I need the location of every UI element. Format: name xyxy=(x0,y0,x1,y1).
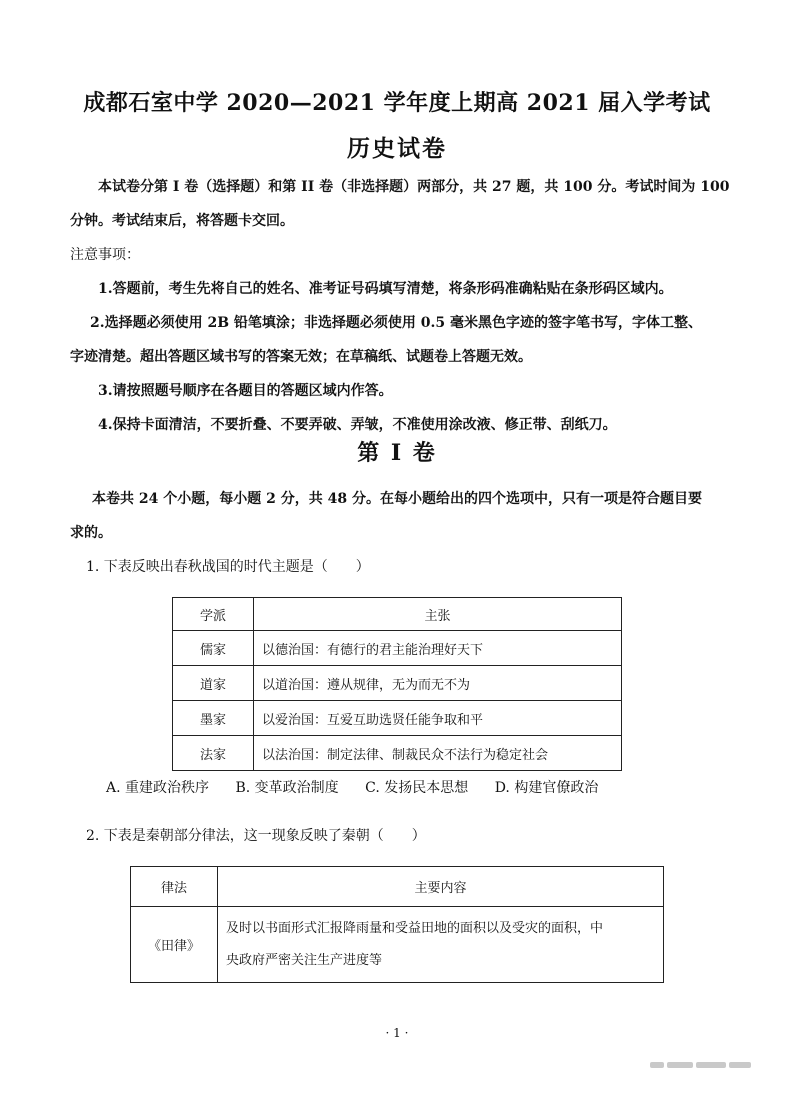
note-3: 3.请按照题号顺序在各题目的答题区域内作答。 xyxy=(98,383,393,399)
q2-header-law: 律法 xyxy=(131,867,218,907)
table-row xyxy=(173,701,622,736)
intro-line-1: 本试卷分第 I 卷（选择题）和第 II 卷（非选择题）两部分，共 27 题，共 100 分。考试时间为 100 xyxy=(98,179,730,195)
q1-option-d[interactable]: D. 构建官僚政治 xyxy=(494,780,599,796)
note-2a: 2.选择题必须使用 2B 铅笔填涂；非选择题必须使用 0.5 毫米黑色字迹的签字笔书写，字体工整、 xyxy=(90,315,703,331)
q2-table xyxy=(130,866,664,983)
exam-subtitle: 历史试卷 xyxy=(347,135,447,162)
q1-option-a[interactable]: A. 重建政治秩序 xyxy=(106,780,210,796)
section-desc-1: 本卷共 24 个小题，每小题 2 分，共 48 分。在每小题给出的四个选项中，只有一项是符合题目要 xyxy=(92,491,702,507)
exam-title: 成都石室中学 2020—2021 学年度上期高 2021 届入学考试 xyxy=(83,90,711,116)
note-2b: 字迹清楚。超出答题区域书写的答案无效；在草稿纸、试题卷上答题无效。 xyxy=(70,349,532,365)
q1-header-claim: 主张 xyxy=(254,598,622,631)
intro-line-2: 分钟。考试结束后，将答题卡交回。 xyxy=(70,213,294,229)
q1-table xyxy=(172,597,622,771)
q1-school: 墨家 xyxy=(173,701,254,736)
q1-option-c[interactable]: C. 发扬民本思想 xyxy=(365,780,469,796)
q1-claim: 以法治国：制定法律、制裁民众不法行为稳定社会 xyxy=(254,736,622,771)
note-1: 1.答题前，考生先将自己的姓名、准考证号码填写清楚，将条形码准确粘贴在条形码区域内。 xyxy=(98,281,673,297)
q1-claim: 以德治国：有德行的君主能治理好天下 xyxy=(254,631,622,666)
page-number: · 1 · xyxy=(385,1026,409,1040)
table-row xyxy=(131,907,664,983)
q2-law-content xyxy=(218,907,664,983)
note-4: 4.保持卡面清洁，不要折叠、不要弄破、弄皱，不准使用涂改液、修正带、刮纸刀。 xyxy=(98,417,617,433)
section-title: 第 I 卷 xyxy=(357,440,437,466)
q1-school: 道家 xyxy=(173,666,254,701)
section-desc-2: 求的。 xyxy=(70,525,112,541)
q1-header-school: 学派 xyxy=(173,598,254,631)
q1-stem: 1. 下表反映出春秋战国的时代主题是（ ） xyxy=(86,559,370,575)
q1-options xyxy=(106,777,620,797)
q1-option-b[interactable]: B. 变革政治制度 xyxy=(235,780,339,796)
table-row xyxy=(173,666,622,701)
q2-content-line-1: 及时以书面形式汇报降雨量和受益田地的面积以及受灾的面积，中 xyxy=(226,920,604,936)
q2-stem: 2. 下表是秦朝部分律法，这一现象反映了秦朝（ ） xyxy=(86,828,426,844)
table-row xyxy=(173,736,622,771)
q1-claim: 以道治国：遵从规律，无为而无不为 xyxy=(254,666,622,701)
q2-law-name: 《田律》 xyxy=(131,907,218,983)
notes-heading: 注意事项： xyxy=(70,247,140,263)
q1-school: 儒家 xyxy=(173,631,254,666)
q1-school: 法家 xyxy=(173,736,254,771)
table-row xyxy=(173,631,622,666)
watermark xyxy=(650,1053,770,1067)
q1-claim: 以爱治国：互爱互助选贤任能争取和平 xyxy=(254,701,622,736)
q2-header-content: 主要内容 xyxy=(218,867,664,907)
q2-content-line-2: 央政府严密关注生产进度等 xyxy=(226,952,383,968)
